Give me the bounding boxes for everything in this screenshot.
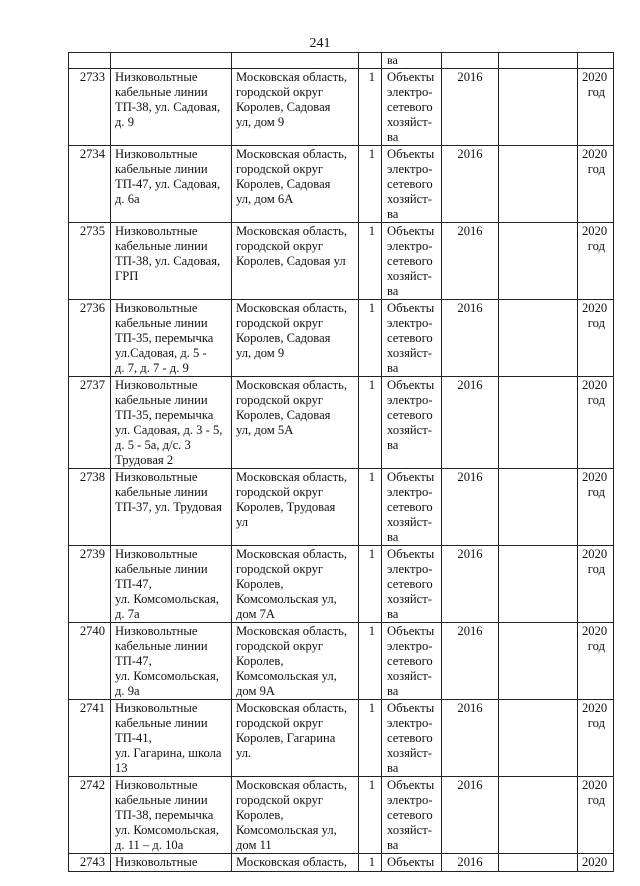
object-address-line: Московская область, — [236, 547, 348, 561]
object-address-line: ул, дом 9 — [236, 115, 285, 129]
row-number: 2737 — [69, 377, 111, 469]
object-address — [232, 777, 359, 854]
object-address — [232, 546, 359, 623]
table-row — [69, 546, 614, 623]
object-address — [232, 300, 359, 377]
quantity: 1 — [359, 146, 382, 223]
object-name-line: ТП-47, — [115, 577, 152, 591]
deadline — [578, 223, 614, 300]
deadline — [578, 469, 614, 546]
object-category-line: сетевого — [387, 654, 433, 668]
object-address-line: Московская область, — [236, 470, 348, 484]
object-category-line: Объекты — [387, 224, 435, 238]
quantity: 1 — [359, 854, 382, 872]
quantity: 1 — [359, 700, 382, 777]
object-address — [232, 854, 359, 872]
object-address-line: ул, дом 5А — [236, 423, 294, 437]
deadline-line: год — [587, 239, 605, 253]
row-number: 2734 — [69, 146, 111, 223]
object-address — [232, 69, 359, 146]
object-name — [111, 777, 232, 854]
object-category-line: Объекты — [387, 70, 435, 84]
object-address — [232, 377, 359, 469]
object-category-line: сетевого — [387, 254, 433, 268]
object-category-line: Объекты — [387, 624, 435, 638]
object-name-line: ул.Садовая, д. 5 - — [115, 346, 207, 360]
object-name — [111, 469, 232, 546]
object-address-line: Московская область, — [236, 701, 348, 715]
object-name — [111, 223, 232, 300]
object-category-line: ва — [387, 130, 399, 144]
object-name — [111, 546, 232, 623]
object-category-line: Объекты — [387, 547, 435, 561]
quantity: 1 — [359, 69, 382, 146]
object-name-line: д. 9 — [115, 115, 135, 129]
object-address-line: городской округ — [236, 316, 324, 330]
year: 2016 — [442, 777, 499, 854]
object-category-line: хозяйст- — [387, 115, 432, 129]
row-number: 2740 — [69, 623, 111, 700]
object-address-line: дом 11 — [236, 838, 272, 852]
object-category-line: ва — [387, 838, 399, 852]
object-category-line: хозяйст- — [387, 823, 432, 837]
object-address-line: Комсомольская ул, — [236, 592, 337, 606]
object-name-line: ул. Комсомольская, — [115, 823, 219, 837]
object-category — [382, 69, 442, 146]
table-row — [69, 777, 614, 854]
deadline — [578, 854, 614, 872]
object-address-line: Московская область, — [236, 301, 348, 315]
deadline-line: год — [587, 316, 605, 330]
deadline-line: 2020 — [582, 378, 608, 392]
row-number: 2742 — [69, 777, 111, 854]
object-name-line: ТП-38, ул. Садовая, — [115, 100, 221, 114]
object-category-line: хозяйст- — [387, 269, 432, 283]
object-category — [382, 777, 442, 854]
quantity: 1 — [359, 623, 382, 700]
empty-cell — [499, 700, 578, 777]
table-row — [69, 377, 614, 469]
deadline — [578, 546, 614, 623]
object-category-line: Объекты — [387, 301, 435, 315]
empty-cell — [499, 223, 578, 300]
quantity: 1 — [359, 377, 382, 469]
object-address-line: дом 7А — [236, 607, 275, 621]
object-name-line: ТП-35, перемычка — [115, 331, 214, 345]
deadline — [578, 623, 614, 700]
object-name — [111, 700, 232, 777]
object-name-line: Низковольтные — [115, 378, 198, 392]
empty-cell — [499, 69, 578, 146]
object-address-line: Комсомольская ул, — [236, 823, 337, 837]
object-address-line: Королев, Садовая — [236, 408, 331, 422]
object-address-line: Королев, Садовая — [236, 331, 331, 345]
object-address-line: ул, дом 9 — [236, 346, 285, 360]
deadline-line: 2020 — [582, 224, 608, 238]
empty-cell — [499, 146, 578, 223]
object-category-line: сетевого — [387, 500, 433, 514]
deadline-line: 2020 — [582, 547, 608, 561]
object-address-line: Королев, Трудовая — [236, 500, 336, 514]
object-address-line: ул — [236, 515, 249, 529]
deadline-line: 2020 — [582, 147, 608, 161]
object-category-line: электро- — [387, 793, 433, 807]
year: 2016 — [442, 854, 499, 872]
object-address-line: Королев, — [236, 577, 284, 591]
object-name-line: ТП-35, перемычка — [115, 408, 214, 422]
object-category-line: электро- — [387, 639, 433, 653]
empty-cell — [499, 469, 578, 546]
object-name-line: ТП-47, — [115, 654, 152, 668]
object-name-line: ТП-47, ул. Садовая, — [115, 177, 221, 191]
object-name — [111, 854, 232, 872]
object-name — [111, 300, 232, 377]
quantity: 1 — [359, 300, 382, 377]
category-tail: ва — [382, 53, 442, 69]
object-name-line: кабельные линии — [115, 716, 208, 730]
table-row — [69, 854, 614, 872]
deadline — [578, 69, 614, 146]
object-category — [382, 223, 442, 300]
object-name-line: Трудовая 2 — [115, 453, 174, 467]
object-address-line: Королев, — [236, 808, 284, 822]
quantity: 1 — [359, 469, 382, 546]
object-name-line: Низковольтные — [115, 224, 198, 238]
deadline-line: год — [587, 85, 605, 99]
object-name — [111, 623, 232, 700]
object-address-line: городской округ — [236, 162, 324, 176]
quantity: 1 — [359, 777, 382, 854]
deadline-line: 2020 — [582, 470, 608, 484]
object-category-line: электро- — [387, 485, 433, 499]
object-address-line: городской округ — [236, 239, 324, 253]
object-category-line: хозяйст- — [387, 346, 432, 360]
year: 2016 — [442, 146, 499, 223]
object-name-line: ТП-41, — [115, 731, 152, 745]
object-address-line: городской округ — [236, 85, 324, 99]
object-name-line: д. 6а — [115, 192, 140, 206]
table-row — [69, 469, 614, 546]
object-address-line: городской округ — [236, 393, 324, 407]
object-name-line: Низковольтные — [115, 701, 198, 715]
object-category-line: сетевого — [387, 331, 433, 345]
object-name-line: ул. Комсомольская, — [115, 592, 219, 606]
object-name-line: кабельные линии — [115, 639, 208, 653]
object-category-line: хозяйст- — [387, 592, 432, 606]
object-category-line: ва — [387, 530, 399, 544]
object-address-line: Московская область, — [236, 778, 348, 792]
empty-cell — [499, 854, 578, 872]
object-address — [232, 146, 359, 223]
object-category — [382, 377, 442, 469]
empty-cell — [499, 300, 578, 377]
year: 2016 — [442, 69, 499, 146]
deadline-line: 2020 — [582, 301, 608, 315]
object-address-line: Королев, Гагарина — [236, 731, 336, 745]
object-category-line: ва — [387, 607, 399, 621]
quantity: 1 — [359, 223, 382, 300]
object-address — [232, 223, 359, 300]
object-name-line: ТП-37, ул. Трудовая — [115, 500, 222, 514]
object-address-line: Московская область, — [236, 147, 348, 161]
deadline-line: год — [587, 639, 605, 653]
object-address — [232, 623, 359, 700]
object-category-line: Объекты — [387, 470, 435, 484]
row-number: 2733 — [69, 69, 111, 146]
object-address-line: Московская область, — [236, 224, 348, 238]
object-category-line: сетевого — [387, 731, 433, 745]
object-name-line: д. 11 – д. 10а — [115, 838, 184, 852]
object-category-line: ва — [387, 438, 399, 452]
object-name-line: Низковольтные — [115, 70, 198, 84]
object-category — [382, 146, 442, 223]
object-address-line: Королев, Садовая — [236, 100, 331, 114]
empty-cell — [499, 777, 578, 854]
object-category-line: сетевого — [387, 408, 433, 422]
object-address-line: Королев, Садовая ул — [236, 254, 346, 268]
table-row — [69, 623, 614, 700]
quantity: 1 — [359, 546, 382, 623]
object-category-line: Объекты — [387, 855, 435, 869]
object-category — [382, 700, 442, 777]
row-number: 2736 — [69, 300, 111, 377]
object-category-line: Объекты — [387, 778, 435, 792]
deadline-line: год — [587, 393, 605, 407]
object-category-line: сетевого — [387, 577, 433, 591]
object-address-line: дом 9А — [236, 684, 275, 698]
object-address — [232, 469, 359, 546]
year: 2016 — [442, 623, 499, 700]
deadline — [578, 377, 614, 469]
object-name-line: кабельные линии — [115, 162, 208, 176]
object-category-line: Объекты — [387, 701, 435, 715]
object-category-line: сетевого — [387, 808, 433, 822]
object-address-line: Московская область, — [236, 624, 348, 638]
object-name-line: Низковольтные — [115, 547, 198, 561]
deadline — [578, 700, 614, 777]
object-name-line: кабельные линии — [115, 85, 208, 99]
object-name-line: Низковольтные — [115, 470, 198, 484]
object-name-line: ул. Гагарина, школа — [115, 746, 222, 760]
object-address — [232, 700, 359, 777]
deadline-line: год — [587, 793, 605, 807]
deadline — [578, 300, 614, 377]
object-name-line: д. 7а — [115, 607, 140, 621]
object-address-line: городской округ — [236, 716, 324, 730]
object-name-line: кабельные линии — [115, 793, 208, 807]
row-number: 2739 — [69, 546, 111, 623]
object-name — [111, 69, 232, 146]
object-name-line: Низковольтные — [115, 301, 198, 315]
object-category-line: сетевого — [387, 177, 433, 191]
object-name-line: 13 — [115, 761, 128, 775]
row-number: 2741 — [69, 700, 111, 777]
deadline-line: год — [587, 562, 605, 576]
object-address-line: городской округ — [236, 639, 324, 653]
object-category — [382, 623, 442, 700]
deadline — [578, 777, 614, 854]
table-row — [69, 146, 614, 223]
year: 2016 — [442, 377, 499, 469]
object-address-line: Московская область, — [236, 378, 348, 392]
deadline-line: 2020 — [582, 70, 608, 84]
object-name-line: д. 9а — [115, 684, 140, 698]
object-category-line: хозяйст- — [387, 669, 432, 683]
object-category-line: хозяйст- — [387, 423, 432, 437]
table-row — [69, 300, 614, 377]
row-number: 2743 — [69, 854, 111, 872]
deadline-line: год — [587, 485, 605, 499]
object-category-line: ва — [387, 761, 399, 775]
object-name-line: Низковольтные — [115, 778, 198, 792]
object-category-line: хозяйст- — [387, 746, 432, 760]
object-category — [382, 469, 442, 546]
object-category-line: электро- — [387, 162, 433, 176]
object-address-line: Королев, Садовая — [236, 177, 331, 191]
continuation-row — [69, 53, 614, 69]
object-name — [111, 377, 232, 469]
object-name-line: Низковольтные — [115, 147, 198, 161]
object-name-line: д. 7, д. 7 - д. 9 — [115, 361, 189, 375]
deadline-line: год — [587, 162, 605, 176]
object-name — [111, 146, 232, 223]
object-category-line: хозяйст- — [387, 192, 432, 206]
object-name-line: Низковольтные — [115, 624, 198, 638]
year: 2016 — [442, 223, 499, 300]
object-name-line: д. 5 - 5а, д/с. 3 — [115, 438, 191, 452]
object-name-line: кабельные линии — [115, 485, 208, 499]
object-address-line: Московская область, — [236, 855, 348, 869]
object-address-line: ул. — [236, 746, 252, 760]
object-name-line: Низковольтные — [115, 855, 198, 869]
object-category-line: электро- — [387, 85, 433, 99]
object-name-line: ГРП — [115, 269, 139, 283]
registry-table — [68, 52, 614, 872]
year: 2016 — [442, 546, 499, 623]
object-category — [382, 300, 442, 377]
object-address-line: городской округ — [236, 793, 324, 807]
object-address-line: Королев, — [236, 654, 284, 668]
row-number: 2738 — [69, 469, 111, 546]
empty-cell — [499, 546, 578, 623]
empty-cell — [499, 377, 578, 469]
deadline-line: 2020 — [582, 855, 608, 869]
year: 2016 — [442, 469, 499, 546]
table-row — [69, 223, 614, 300]
object-name-line: ТП-38, перемычка — [115, 808, 214, 822]
object-name-line: кабельные линии — [115, 393, 208, 407]
deadline — [578, 146, 614, 223]
object-name-line: кабельные линии — [115, 239, 208, 253]
year: 2016 — [442, 300, 499, 377]
object-category — [382, 546, 442, 623]
object-address-line: городской округ — [236, 485, 324, 499]
object-category-line: ва — [387, 207, 399, 221]
object-name-line: кабельные линии — [115, 316, 208, 330]
object-address-line: городской округ — [236, 562, 324, 576]
object-category-line: Объекты — [387, 147, 435, 161]
table-row — [69, 69, 614, 146]
object-category-line: электро- — [387, 716, 433, 730]
deadline-line: 2020 — [582, 701, 608, 715]
object-category-line: электро- — [387, 393, 433, 407]
object-name-line: ТП-38, ул. Садовая, — [115, 254, 221, 268]
object-name-line: ул. Садовая, д. 3 - 5, — [115, 423, 223, 437]
object-category-line: Объекты — [387, 378, 435, 392]
year: 2016 — [442, 700, 499, 777]
object-name-line: кабельные линии — [115, 562, 208, 576]
object-category-line: электро- — [387, 316, 433, 330]
deadline-line: 2020 — [582, 778, 608, 792]
object-category-line: хозяйст- — [387, 515, 432, 529]
page-number: 241 — [309, 36, 331, 51]
table-row — [69, 700, 614, 777]
empty-cell — [499, 623, 578, 700]
object-category-line: ва — [387, 284, 399, 298]
row-number: 2735 — [69, 223, 111, 300]
deadline-line: 2020 — [582, 624, 608, 638]
object-category-line: ва — [387, 684, 399, 698]
object-category-line: сетевого — [387, 100, 433, 114]
object-address-line: ул, дом 6А — [236, 192, 294, 206]
deadline-line: год — [587, 716, 605, 730]
object-category — [382, 854, 442, 872]
object-address-line: Московская область, — [236, 70, 348, 84]
object-name-line: ул. Комсомольская, — [115, 669, 219, 683]
object-category-line: электро- — [387, 239, 433, 253]
object-address-line: Комсомольская ул, — [236, 669, 337, 683]
object-category-line: ва — [387, 361, 399, 375]
object-category-line: электро- — [387, 562, 433, 576]
